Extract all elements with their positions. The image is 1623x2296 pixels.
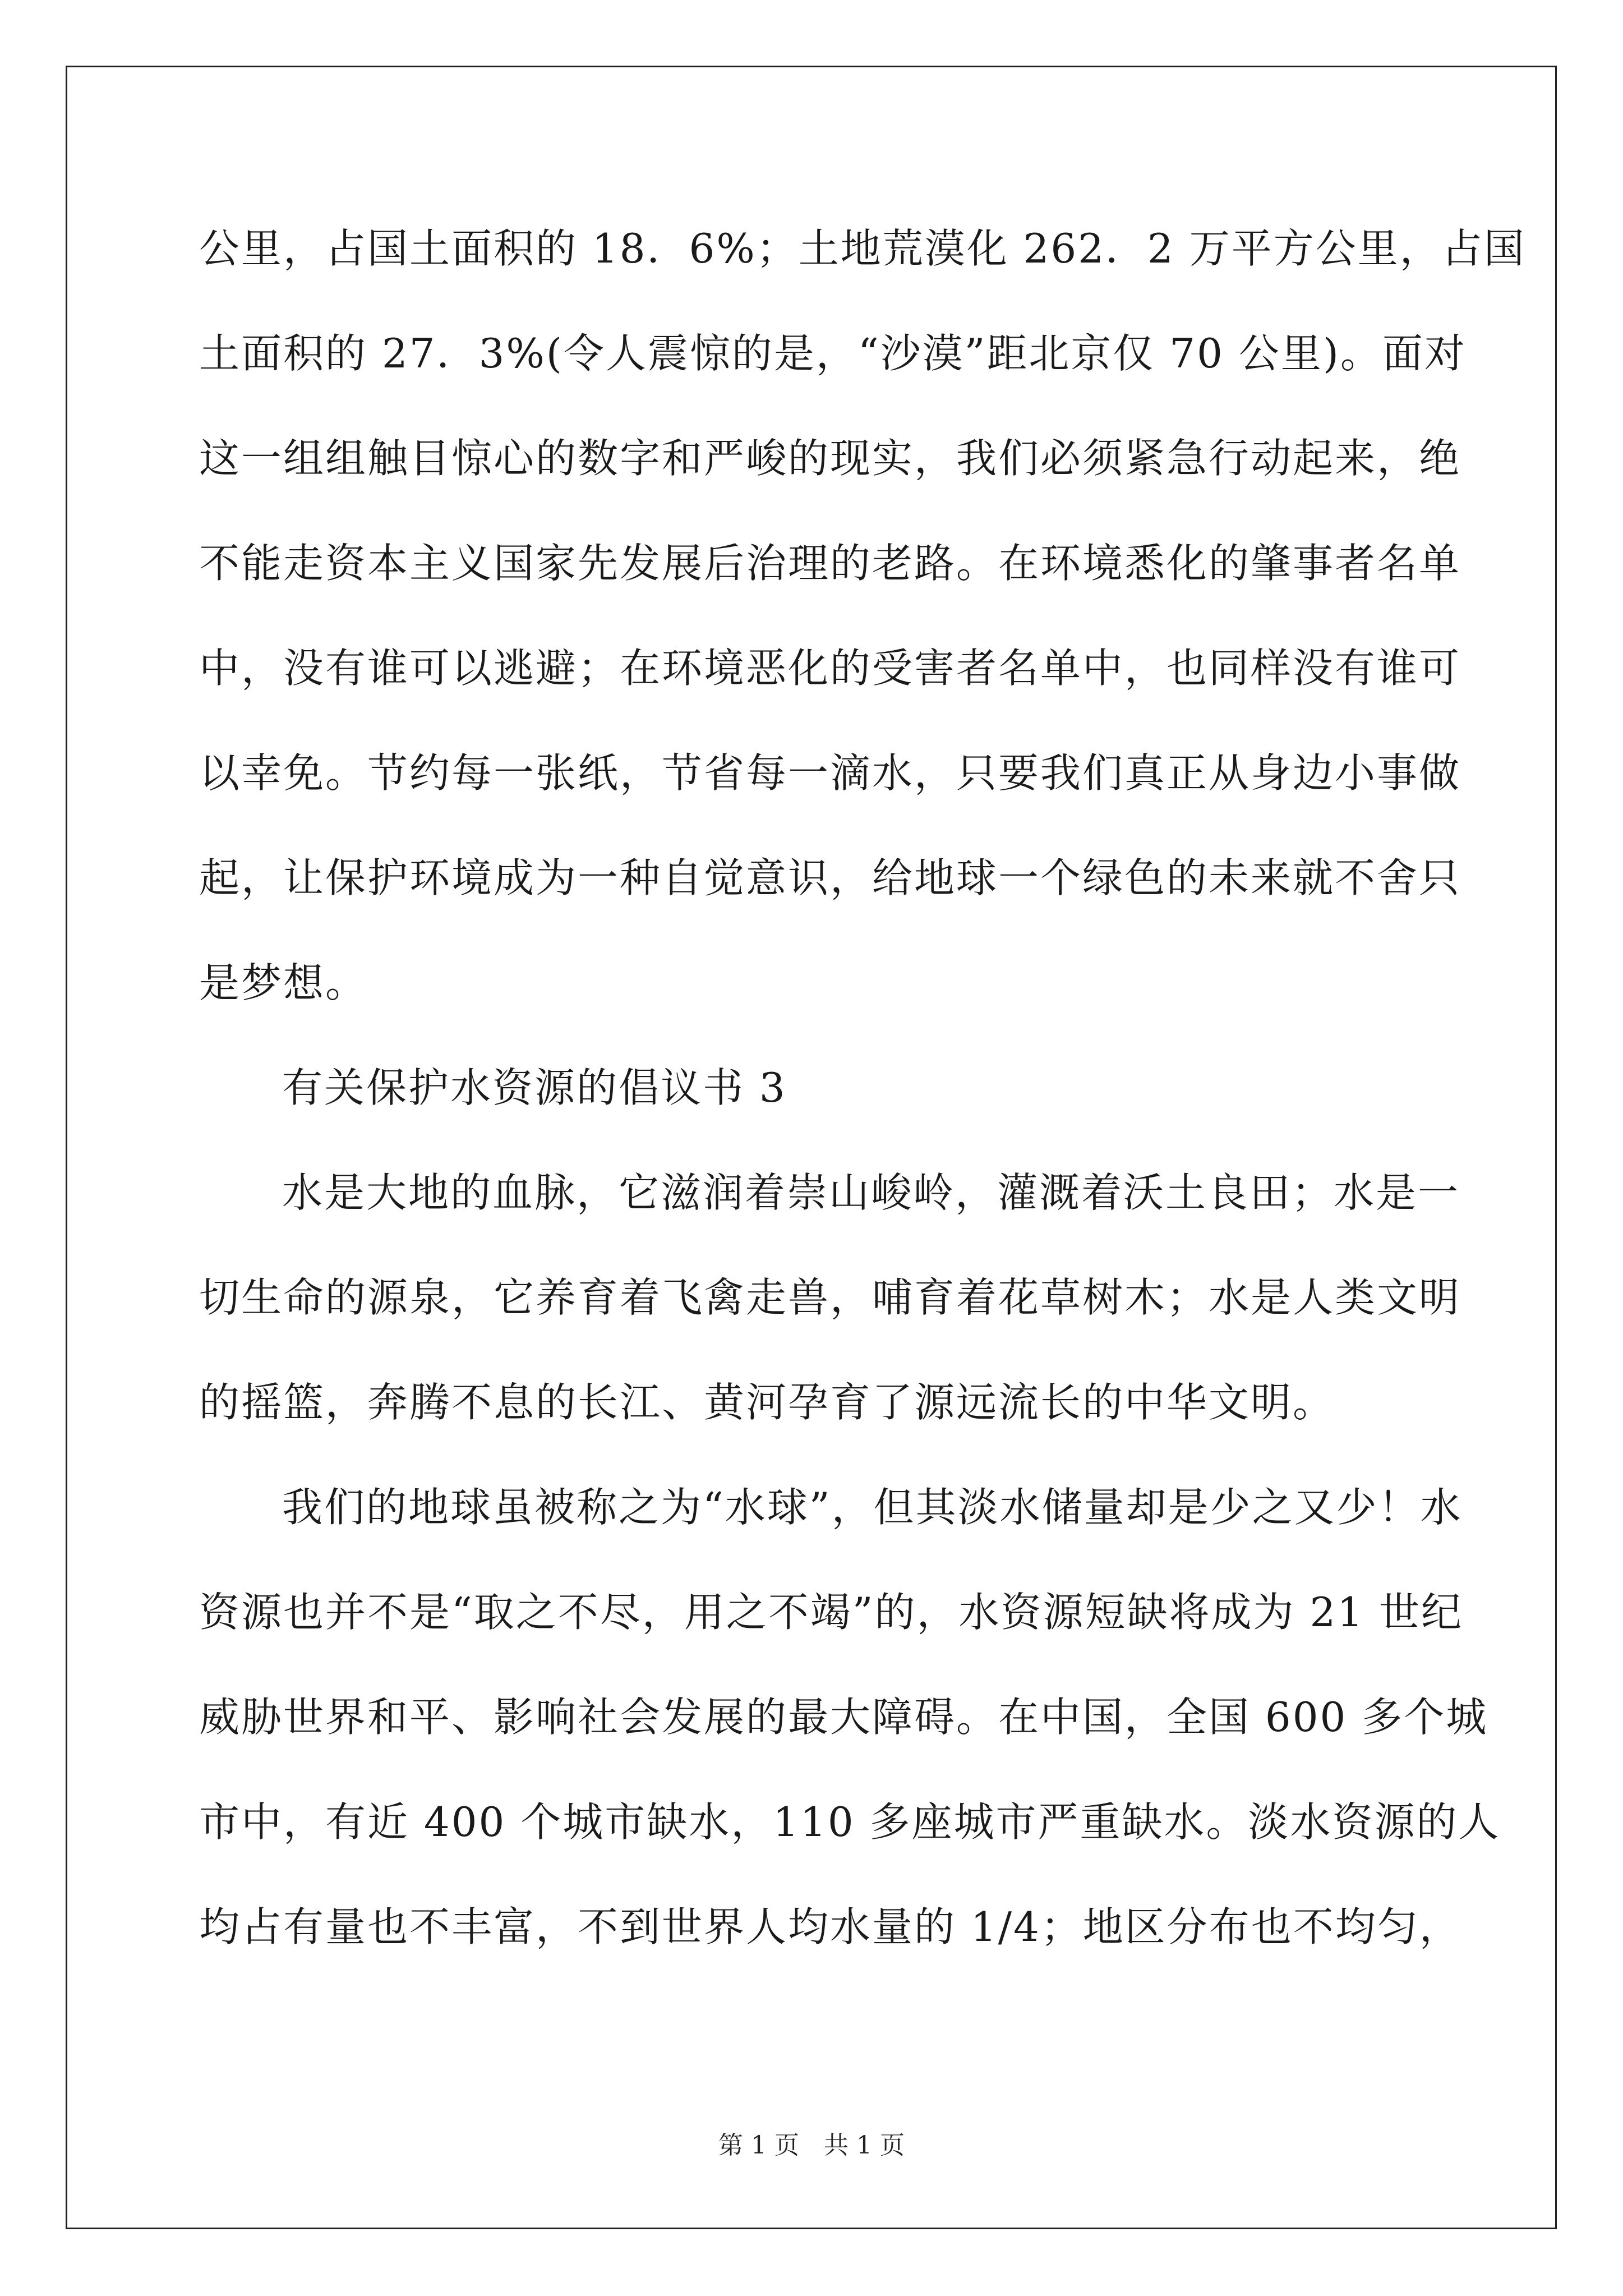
text-line: 起，让保护环境成为一种自觉意识，给地球一个绿色的未来就不舍只 [199,854,1461,901]
text-line: 不能走资本主义国家先发展后治理的老路。在环境悉化的肇事者名单 [199,540,1461,587]
page-footer: 第 1 页 共 1 页 [718,2131,905,2160]
text-line: 资源也并不是“取之不尽，用之不竭”的，水资源短缺将成为 21 世纪 [199,1589,1464,1636]
section-heading: 有关保护水资源的倡议书 3 [282,1064,787,1111]
text-line: 均占有量也不丰富，不到世界人均水量的 1/4；地区分布也不均匀， [199,1903,1461,1950]
text-line: 这一组组触目惊心的数字和严峻的现实，我们必须紧急行动起来，绝 [199,435,1461,482]
text-line: 公里，占国土面积的 18．6%；土地荒漠化 262．2 万平方公里，占国 [199,225,1526,272]
text-line: 威胁世界和平、影响社会发展的最大障碍。在中国，全国 600 多个城 [199,1694,1488,1741]
text-line: 以幸免。节约每一张纸，节省每一滴水，只要我们真正从身边小事做 [199,749,1461,797]
text-line: 切生命的源泉，它养育着飞禽走兽，哺育着花草树木；水是人类文明 [199,1274,1461,1321]
text-line: 的摇篮，奔腾不息的长江、黄河孕育了源远流长的中华文明。 [199,1379,1335,1426]
text-line: 市中，有近 400 个城市缺水，110 多座城市严重缺水。淡水资源的人 [199,1798,1501,1846]
document-body [199,196,1526,1980]
text-line: 我们的地球虽被称之为“水球”，但其淡水储量却是少之又少！水 [282,1484,1463,1531]
text-line: 土面积的 27．3%(令人震惊的是，“沙漠”距北京仅 70 公里)。面对 [199,330,1467,377]
text-line: 水是大地的血脉，它滋润着崇山峻岭，灌溉着沃土良田；水是一 [282,1169,1460,1216]
text-line: 中，没有谁可以逃避；在环境恶化的受害者名单中，也同样没有谁可 [199,645,1461,692]
text-line: 是梦想。 [199,959,368,1006]
